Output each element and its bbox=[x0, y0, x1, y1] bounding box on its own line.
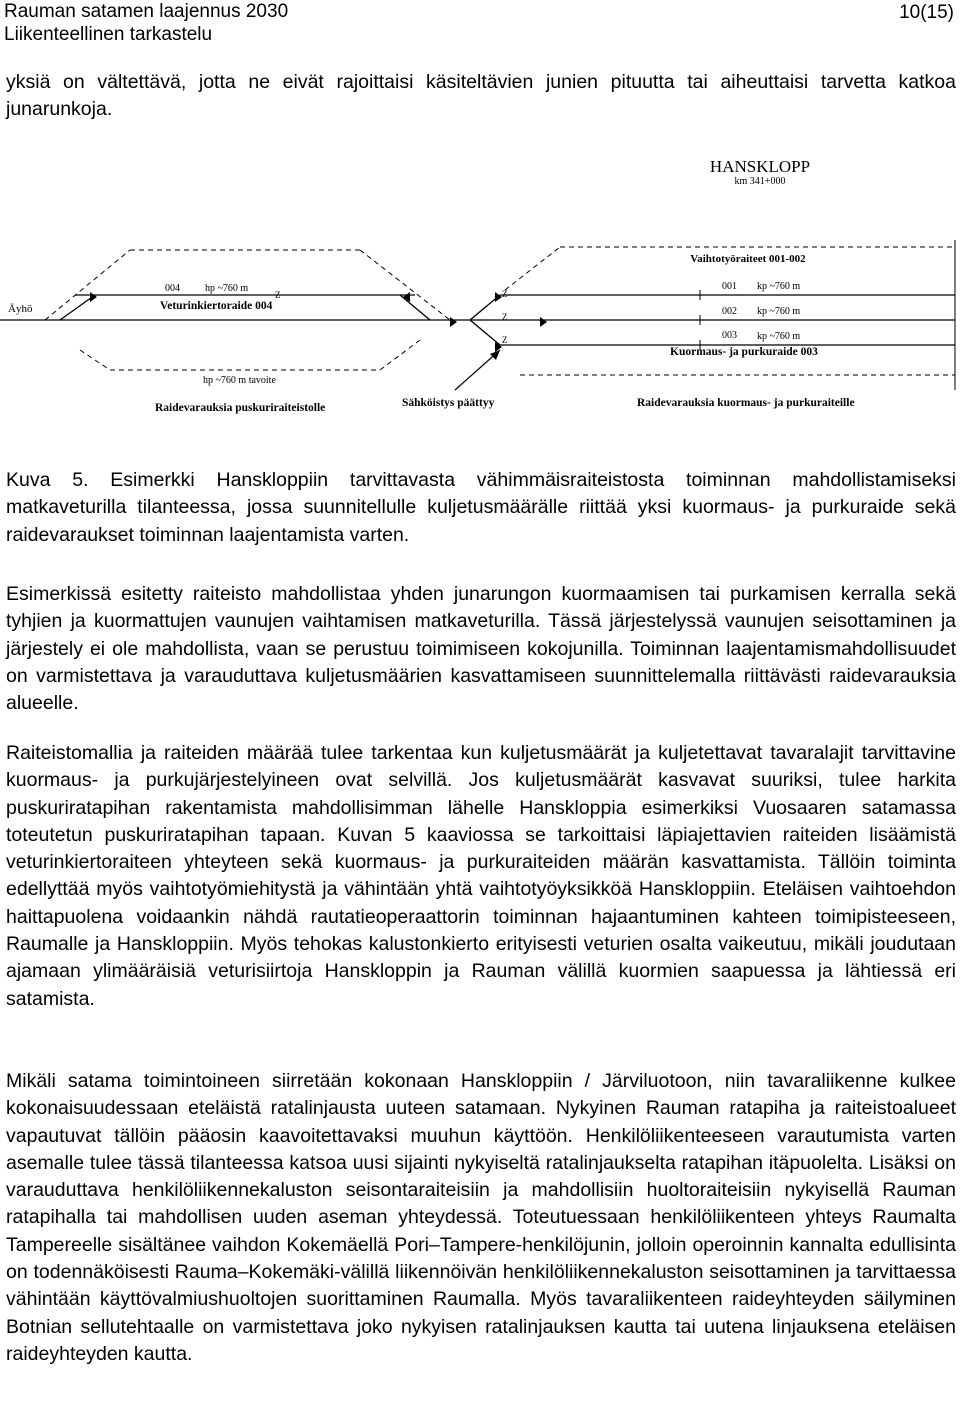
label-raidevaraus-pusku: Raidevarauksia puskuriraiteistolle bbox=[155, 402, 326, 414]
label-z-3: Z bbox=[502, 312, 508, 322]
page-number: 10(15) bbox=[899, 2, 954, 23]
signal-markers bbox=[90, 292, 547, 352]
document-title: Rauman satamen laajennus 2030 bbox=[4, 1, 289, 22]
paragraph-2: Raiteistomallia ja raiteiden määrää tulee tarkentaa kun kuljetusmäärät ja kuljetettavat tavaralajit tarvittavine kuormaus- ja purkujärjestelyineen ovat selvillä. Jos kuljetusmäärät kasvavat suuriksi, tulee harkita puskuriratapihan rakentamista mahdollisimman lähelle Hanskloppia esimerkiksi Vuosaaren satamassa toteutetun puskuriratapihan tapaan. Kuvan 5 kaaviossa se tarkoittaisi läpiajettavien raiteiden lisäämistä veturinkiertoraiteen yhteyteen sekä kuormaus- ja purkuraiteiden määrän kasvattamista. Tällöin toiminta edellyttää myös vaihtotyömiehitystä ja vähintään yhtä vaihtotyöyksikköä Hanskloppiin. Eteläisen vaihtoehdon haittapuolena voidaankin nähdä rautatieoperaattorin toiminnan hajaantuminen kahteen toimipisteeseen, Raumalle ja Hanskloppiin. Myös tehokas kalustonkierto erityisesti veturien osalta vaikeutuu, mikäli joudutaan ajamaan ylimääräisiä veturisiirtoja Hanskloppin ja Rauman välillä kuormien saapuessa ja lähtiessä eri satamista. bbox=[6, 742, 956, 1010]
label-aijo: Äyhö bbox=[8, 303, 33, 315]
label-kp-002: kp ~760 m bbox=[757, 306, 801, 317]
section-title: Liikenteellinen tarkastelu bbox=[4, 24, 213, 45]
label-z-4: Z bbox=[502, 335, 508, 345]
label-veturinkiertoraide: Veturinkiertoraide 004 bbox=[160, 300, 273, 312]
tracks bbox=[0, 295, 955, 345]
paragraph-3: Mikäli satama toimintoineen siirretään kokonaan Hanskloppiin / Järviluotoon, niin tavaraliikenne kulkee kokonaisuudessaan eteläistä ratalinjausta uuteen satamaan. Nykyinen Rauman ratapiha ja raiteistoalueet vapautuvat tällöin pääosin kaavoitettavaksi muuhun käyttöön. Henkilöliikenteeseen varautumista varten asemalle tulee tässä tilanteessa katsoa uusi sijainti nykyiseltä ratalinjaukselta ratapihan itäpuolelta. Lisäksi on varauduttava henkilöliikennekaluston seisontaraiteisiin ja mahdollisiin huoltoraiteisiin nykyisellä Rauman ratapihalla tai mahdollisen uuden aseman yhteydessä. Toteutuessaan henkilöliikenteen yhteys Raumalta Tampereelle sisältänee vaihdon Kokemäellä Pori–Tampere-henkilöjunin, jolloin operoinnin kannalta edullisinta on todennäköisesti Rauma–Kokemäki-välillä liikennöivän henkilöliikennekaluston seisottaminen ja tarvittaessa vähintään käyttövalmiushuoltojen suorittaminen Raumalla. Myös tavaraliikenteen raideyhteyden säilyminen Botnian sellutehtaalle on varmistettava joko nykyisen ratalinjauksen kautta tai uutena linjauksena eteläisen raideyhteyden kautta. bbox=[6, 1070, 956, 1365]
label-track-003: 003 bbox=[722, 330, 737, 341]
label-kp-003: kp ~760 m bbox=[757, 331, 801, 342]
track-diagram bbox=[0, 150, 960, 430]
label-track-001: 001 bbox=[722, 281, 737, 292]
figure-caption: Kuva 5. Esimerkki Hanskloppiin tarvittavasta vähimmäisraiteistosta toiminnan mahdollistamiseksi matkaveturilla tilanteessa, jossa suunnitellulle kuljetusmäärälle riittää yksi kuormaus- ja purkuraide sekä raidevaraukset toiminnan laajentamista varten. bbox=[6, 469, 956, 546]
intro-paragraph: yksiä on vältettävä, jotta ne eivät rajoittaisi käsiteltävien junien pituutta tai aiheuttaisi tarvetta katkoa junarunkoja. bbox=[6, 71, 956, 121]
label-sahkoistys: Sähköistys päättyy bbox=[402, 397, 495, 409]
paragraph-1: Esimerkissä esitetty raiteisto mahdollistaa yhden junarungon kuormaamisen tai purkamisen kerralla sekä tyhjien ja kuormattujen vaunujen vaihtamisen matkaveturilla. Tässä järjestelyssä vaunujen seisottaminen ja järjestely ei ole mahdollista, vaan se perustuu toimimiseen kokojunilla. Toiminnan laajentamismahdollisuudet on varmistettava ja varauduttava kuljetusmäärien kasvattamiseen suunnittelemalla riittävästi raidevarauksia alueelle. bbox=[6, 583, 956, 715]
label-track-002: 002 bbox=[722, 306, 737, 317]
label-raidevaraus-kuormaus: Raidevarauksia kuormaus- ja purkuraiteille bbox=[637, 397, 855, 409]
label-hp-004: hp ~760 m bbox=[205, 283, 249, 294]
label-kp-001: kp ~760 m bbox=[757, 281, 801, 292]
label-z-1: Z bbox=[275, 290, 281, 300]
label-z-2: Z bbox=[502, 289, 508, 299]
label-track-004: 004 bbox=[165, 283, 180, 294]
page-header bbox=[4, 0, 954, 46]
diagram-km: km 341+000 bbox=[734, 176, 786, 187]
label-vaihtotyoraiteet: Vaihtotyöraiteet 001-002 bbox=[690, 253, 806, 265]
label-hp-tavoite: hp ~760 m tavoite bbox=[203, 375, 276, 386]
diagram-title: HANSKLOPP bbox=[709, 157, 811, 176]
label-kuormaus-raide: Kuormaus- ja purkuraide 003 bbox=[670, 346, 818, 358]
